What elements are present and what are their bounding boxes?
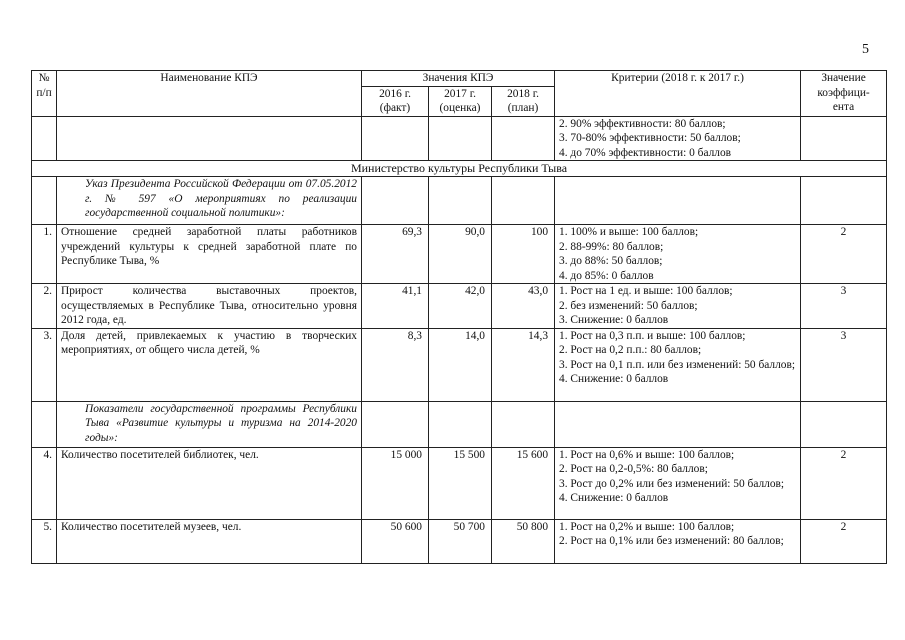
row-coef: 2: [801, 225, 887, 284]
row-2016: 69,3: [362, 225, 429, 284]
cont-coef: [801, 116, 887, 161]
row-2016: 8,3: [362, 328, 429, 401]
criteria-line: 3. Снижение: 0 баллов: [559, 314, 669, 326]
row-2017: 42,0: [429, 284, 492, 329]
row-no: 3.: [32, 328, 57, 401]
criteria-line: 3. до 88%: 50 баллов;: [559, 255, 663, 267]
row-name: Доля детей, привлекаемых к участию в творческих мероприятиях, от общего числа детей, %: [57, 328, 362, 401]
criteria-line: 2. без изменений: 50 баллов;: [559, 299, 698, 312]
criteria-line: 2. Рост на 0,2-0,5%: 80 баллов;: [559, 463, 708, 475]
sub1-criteria: [555, 177, 801, 225]
criteria-line: 3. Рост на 0,1 п.п. или без изменений: 50 баллов;: [559, 358, 796, 371]
row-2018: 100: [492, 225, 555, 284]
header-2016: 2016 г. (факт): [362, 86, 429, 116]
row-name: Количество посетителей музеев, чел.: [57, 519, 362, 563]
table-row: [32, 225, 887, 284]
row-2016: 41,1: [362, 284, 429, 329]
row-2017: 15 500: [429, 447, 492, 519]
cont-criteria: [555, 116, 801, 161]
row-2018: 14,3: [492, 328, 555, 401]
row-no: 1.: [32, 225, 57, 284]
sub2-2018: [492, 401, 555, 447]
criteria-line: 2. 90% эффективности: 80 баллов;: [559, 117, 726, 130]
subheader-row-1: [32, 177, 887, 225]
criteria-line: 1. Рост на 0,6% и выше: 100 баллов;: [559, 448, 735, 461]
sub2-no: [32, 401, 57, 447]
continuation-row: [32, 116, 887, 161]
row-2016: 50 600: [362, 519, 429, 563]
criteria-line: 3. Рост до 0,2% или без изменений: 50 баллов;: [559, 477, 785, 490]
header-2018: 2018 г. (план): [492, 86, 555, 116]
cont-2016: [362, 116, 429, 161]
header-no: № п/п: [32, 71, 57, 117]
row-coef: 2: [801, 519, 887, 563]
cont-2018: [492, 116, 555, 161]
criteria-line: 2. 88-99%: 80 баллов;: [559, 240, 664, 253]
sub1-2018: [492, 177, 555, 225]
criteria-line: 4. до 85%: 0 баллов: [559, 269, 654, 282]
sub1-no: [32, 177, 57, 225]
row-name: Отношение средней заработной платы работников учреждений культуры к средней заработной плате по Республике Тыва, %: [57, 225, 362, 284]
criteria-line: 3. 70-80% эффективности: 50 баллов;: [559, 132, 741, 144]
sub1-2017: [429, 177, 492, 225]
row-criteria: [555, 519, 801, 563]
criteria-line: 2. Рост на 0,2 п.п.: 80 баллов;: [559, 344, 702, 356]
criteria-line: 4. до 70% эффективности: 0 баллов: [559, 146, 732, 159]
criteria-line: 1. Рост на 1 ед. и выше: 100 баллов;: [559, 285, 733, 297]
section-title: Министерство культуры Республики Тыва: [32, 161, 887, 177]
row-criteria: [555, 284, 801, 329]
cont-name: [57, 116, 362, 161]
table-row: [32, 447, 887, 519]
kpe-table: [31, 70, 887, 564]
sub2-criteria: [555, 401, 801, 447]
sub2-2016: [362, 401, 429, 447]
subheader-program: Показатели государственной программы Республики Тыва «Развитие культуры и туризма на 2014-2020 годы»:: [57, 401, 362, 447]
header-coefficient: Значение коэффици-ента: [801, 71, 887, 117]
row-2018: 50 800: [492, 519, 555, 563]
sub2-coef: [801, 401, 887, 447]
row-2017: 50 700: [429, 519, 492, 563]
row-2017: 14,0: [429, 328, 492, 401]
row-2016: 15 000: [362, 447, 429, 519]
table-row: [32, 284, 887, 329]
page-number: 5: [862, 42, 869, 57]
row-criteria: [555, 225, 801, 284]
criteria-line: 1. Рост на 0,2% и выше: 100 баллов;: [559, 520, 735, 533]
row-coef: 3: [801, 284, 887, 329]
row-2018: 15 600: [492, 447, 555, 519]
row-no: 4.: [32, 447, 57, 519]
section-row: [32, 161, 887, 177]
row-no: 5.: [32, 519, 57, 563]
cont-2017: [429, 116, 492, 161]
row-criteria: [555, 328, 801, 401]
row-coef: 3: [801, 328, 887, 401]
row-name: Количество посетителей библиотек, чел.: [57, 447, 362, 519]
criteria-line: 1. Рост на 0,3 п.п. и выше: 100 баллов;: [559, 329, 746, 342]
row-name: Прирост количества выставочных проектов, осуществляемых в Республике Тыва, относительно уровня 2012 года, ед.: [57, 284, 362, 329]
row-coef: 2: [801, 447, 887, 519]
row-no: 2.: [32, 284, 57, 329]
subheader-decree: Указ Президента Российской Федерации от 07.05.2012 г. № 597 «О мероприятиях по реализации государственной социальной политики»:: [57, 177, 362, 225]
sub2-2017: [429, 401, 492, 447]
sub1-coef: [801, 177, 887, 225]
header-row-1: [32, 71, 887, 87]
criteria-line: 2. Рост на 0,1% или без изменений: 80 баллов;: [559, 535, 784, 547]
subheader-row-2: [32, 401, 887, 447]
sub1-2016: [362, 177, 429, 225]
criteria-line: 4. Снижение: 0 баллов: [559, 492, 669, 504]
row-2018: 43,0: [492, 284, 555, 329]
header-name: Наименование КПЭ: [57, 71, 362, 117]
header-criteria: Критерии (2018 г. к 2017 г.): [555, 71, 801, 117]
cont-no: [32, 116, 57, 161]
row-criteria: [555, 447, 801, 519]
criteria-line: 1. 100% и выше: 100 баллов;: [559, 226, 699, 238]
table-row: [32, 519, 887, 563]
row-2017: 90,0: [429, 225, 492, 284]
header-2017: 2017 г. (оценка): [429, 86, 492, 116]
header-values: Значения КПЭ: [362, 71, 555, 87]
table-row: [32, 328, 887, 401]
criteria-line: 4. Снижение: 0 баллов: [559, 373, 669, 385]
